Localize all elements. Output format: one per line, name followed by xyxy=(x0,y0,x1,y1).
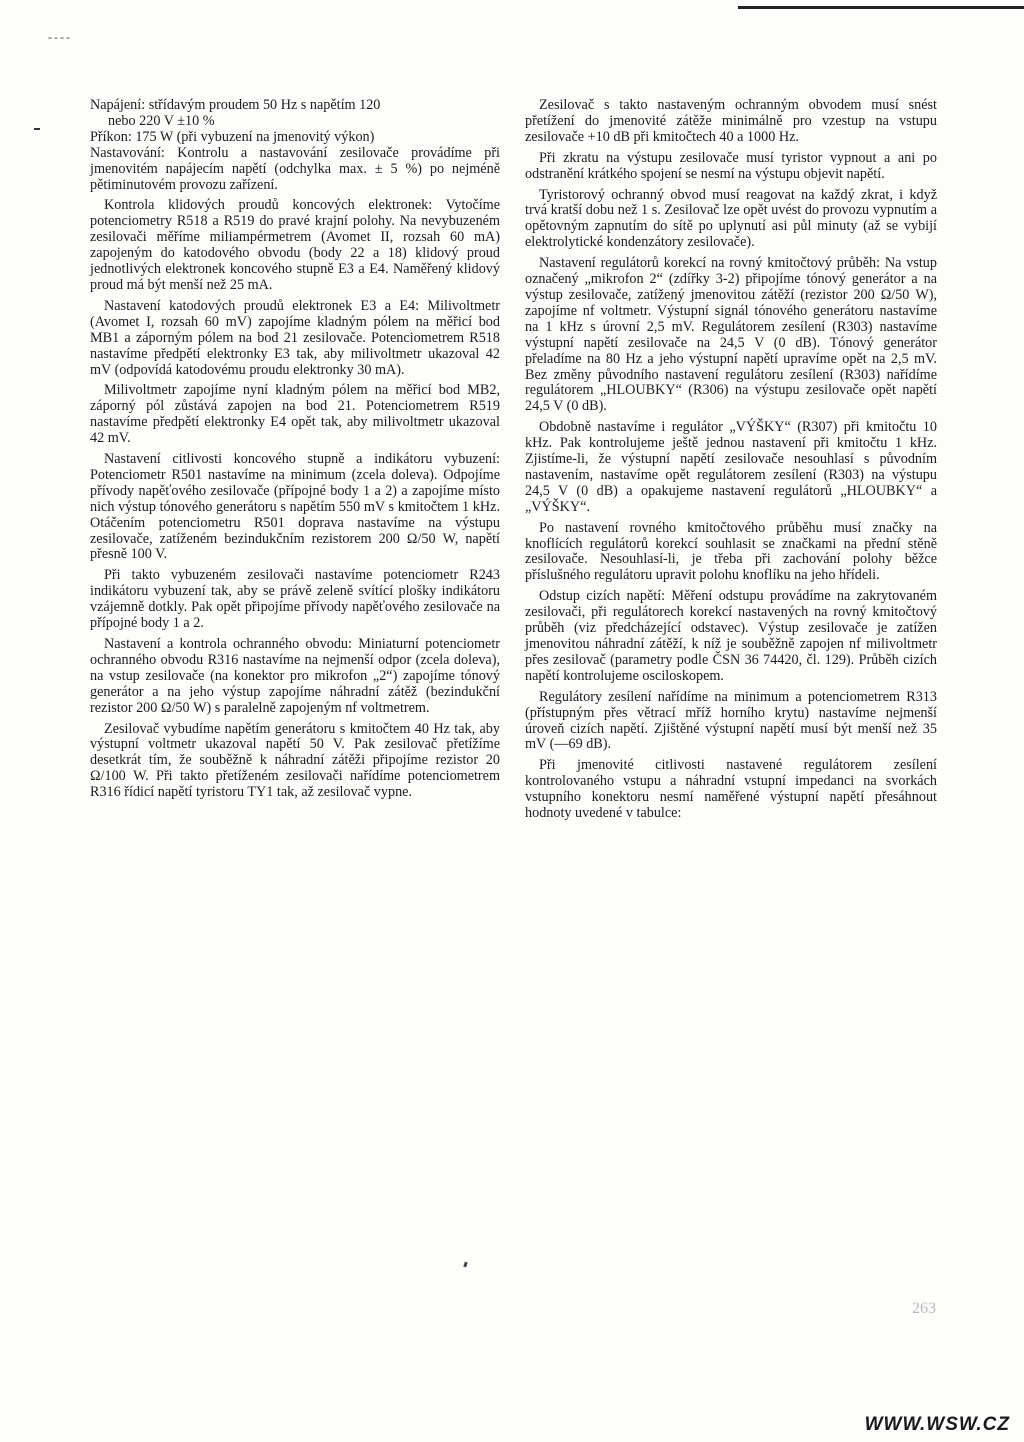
paragraph: Při takto vybuzeném zesilovači nastavíme potenciometr R243 indikátoru vybuzení tak, aby se právě zeleně svítící plošky indikátoru vzájemně dotkly. Pak opět připojíme přívody napěťového zesilovače na přípojné body 1 a 2. xyxy=(90,567,500,632)
paragraph: nebo 220 V ±10 % xyxy=(108,112,215,129)
paragraph: Obdobně nastavíme i regulátor „VÝŠKY“ (R307) při kmitočtu 10 kHz. Pak kontrolujeme ještě jednou nastavení při kmitočtu 1 kHz. Zjistíme-li, že výstupní napětí zesilovače nesouhlasí s původním nastavením, nastavíme opět regulátorem zesílení (R303) na výstupu 24,5 V (0 dB) a opakujeme nastavení regulátorů „HLOUBKY“ a „VÝŠKY“. xyxy=(525,419,937,515)
right-column xyxy=(525,98,937,827)
scan-speck xyxy=(463,1262,468,1268)
paragraph: Napájení: střídavým proudem 50 Hz s napětím 120 xyxy=(90,97,381,113)
paragraph: Zesilovač vybudíme napětím generátoru s kmitočtem 40 Hz tak, aby výstupní voltmetr ukazoval napětí 50 V. Pak zesilovač přetížíme desetkrát tím, že souběžně k náhradní zátěži připojíme rezistor 20 Ω/100 W. Při takto přetíženém zesilovači nařídíme potenciometrem R316 řídicí napětí tyristoru TY1 tak, až zesilovač vypne. xyxy=(90,720,500,801)
top-rule xyxy=(738,6,1024,9)
paragraph: Nastavení regulátorů korekcí na rovný kmitočtový průběh: Na vstup označený „mikrofon 2“ (zdířky 3-2) připojíme tónový generátor a na výstup zesilovače, zatížený jmenovitou zátěží (rezistor 200 Ω/50 W), zapojíme nf voltmetr. Výstupní signál tónového generátoru nastavíme na 1 kHz s úrovní 2,5 mV. Regulátorem zesílení (R303) nastavíme výstupní napětí zesilovače na 24,5 V (0 dB). Tónový generátor přeladíme na 80 Hz a jeho výstupní napětí upravíme opět na 2,5 mV. Bez změny původního nastavení regulátoru zesílení (R303) nařídíme regulátorem „HLOUBKY“ (R306) na výstupu zesilovače opět napětí 24,5 V (0 dB). xyxy=(525,255,937,415)
footer-url[interactable]: WWW.WSW.CZ xyxy=(864,1414,1010,1435)
paragraph: Nastavení katodových proudů elektronek E3 a E4: Milivoltmetr (Avomet I, rozsah 60 mV) zapojíme kladným pólem na měřicí bod MB1 a záporným pólem na bod 21 zesilovače. Potenciometrem R518 nastavíme předpětí elektronky E3 tak, aby milivoltmetr ukazoval 42 mV (odpovídá katodovému proudu elektronky 30 mA). xyxy=(90,297,500,378)
page-number: 263 xyxy=(912,1300,936,1317)
margin-dash xyxy=(34,128,40,130)
paragraph: Nastavení a kontrola ochranného obvodu: Miniaturní potenciometr ochranného obvodu R316 nastavíme na nejmenší odpor (zcela doleva), na vstup zesilovače (na konektor pro mikrofon „2“) zapojíme tónový generátor a na jeho výstup zapojíme náhradní zátěž (bezindukční rezistor 200 Ω/50 W) s paralelně zapojeným nf voltmetrem. xyxy=(90,636,500,716)
paragraph: Příkon: 175 W (při vybuzení na jmenovitý výkon) xyxy=(90,128,375,145)
paragraph: Milivoltmetr zapojíme nyní kladným pólem na měřicí bod MB2, záporný pól zůstává zapojen na bod 21. Potenciometrem R519 nastavíme předpětí elektronky E4 opět tak, aby milivoltmetr ukazoval 42 mV. xyxy=(90,382,500,447)
paragraph: Odstup cizích napětí: Měření odstupu provádíme na zakrytovaném zesilovači, při regulátorech korekcí nastavených na rovný kmitočtový průběh (viz předcházející odstavec). Výstup zesilovače je zatížen jmenovitou náhradní zátěží, k níž je souběžně zapojen nf milivoltmetr přes zesilovač (parametry podle ČSN 36 74420, čl. 129). Průběh cizích napětí kontrolujeme osciloskopem. xyxy=(525,588,937,684)
paragraph: Regulátory zesílení nařídíme na minimum a potenciometrem R313 (přístupným přes větrací mříž horního krytu) nastavíme nejmenší úroveň cizích napětí. Zjištěné výstupní napětí musí být menší než 35 mV (—69 dB). xyxy=(525,688,937,753)
paragraph: Nastavení citlivosti koncového stupně a indikátoru vybuzení: Potenciometr R501 nastavíme na minimum (zcela doleva). Odpojíme přívody napěťového zesilovače (přípojné body 1 a 2) a zapojíme místo nich výstup tónového generátoru s napětím 550 mV s kmitočtem 1 kHz. Otáčením potenciometru R501 doprava nastavíme na výstupu zesilovače, zatíženém bezindukčním rezistorem 200 Ω/50 W, napětí přesně 100 V. xyxy=(90,451,500,563)
paragraph: Po nastavení rovného kmitočtového průběhu musí značky na knoflících regulátorů korekcí souhlasit se značkami na přední stěně zesilovače. Nesouhlasí-li, je třeba při zachování polohy běžce příslušného regulátoru upravit polohu knoflíku na jeho hřídeli. xyxy=(525,519,937,584)
paragraph: Nastavování: Kontrolu a nastavování zesilovače provádíme při jmenovitém napájecím napětí (odchylka max. ± 5 %) po nejméně pětiminutovém provozu zařízení. xyxy=(90,144,500,193)
left-column xyxy=(90,98,500,806)
paragraph: Zesilovač s takto nastaveným ochranným obvodem musí snést přetížení do jmenovité zátěže minimálně pro vzestup na vstupu zesilovače +10 dB při kmitočtech 40 a 1000 Hz. xyxy=(525,97,937,145)
corner-mark: ---- xyxy=(48,30,72,44)
paragraph: Kontrola klidových proudů koncových elektronek: Vytočíme potenciometry R518 a R519 do pravé krajní polohy. Na nevybuzeném zesilovači měříme miliampérmetrem (Avomet II, rozsah 60 mA) zapojeným do katodového obvodu (body 22 a 18) klidový proud jednotlivých elektronek koncového stupně E3 a E4. Naměřený klidový proud má být menší než 25 mA. xyxy=(90,197,500,293)
paragraph: Při zkratu na výstupu zesilovače musí tyristor vypnout a ani po odstranění krátkého spojení se nesmí na výstupu objevit napětí. xyxy=(525,149,937,182)
paragraph: Tyristorový ochranný obvod musí reagovat na každý zkrat, i když trvá kratší dobu než 1 s. Zesilovač lze opět uvést do provozu vypnutím a opětovným zapnutím do sítě po uplynutí asi půl minuty (až se vybijí elektrolytické kondenzátory zesilovače). xyxy=(525,186,937,251)
paragraph: Při jmenovité citlivosti nastavené regulátorem zesílení kontrolovaného vstupu a náhradní vstupní impedanci na svorkách vstupního konektoru nesmí naměřené výstupní napětí přesáhnout hodnoty uvedené v tabulce: xyxy=(525,757,937,822)
